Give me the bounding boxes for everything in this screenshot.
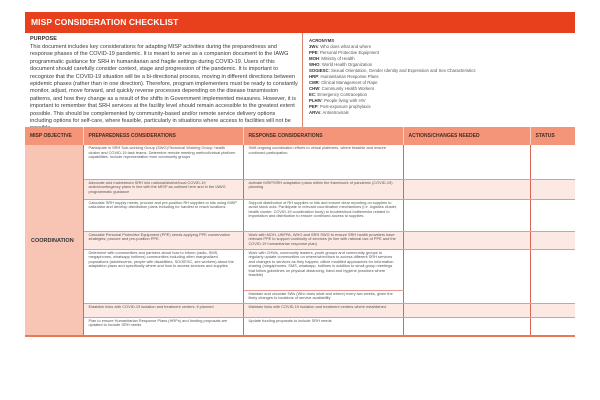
table-row xyxy=(25,231,575,249)
status-cell[interactable] xyxy=(530,199,575,231)
acronym-item: ARVs: Antiretrovirals xyxy=(309,110,349,115)
response-cell: Work with CHWs, community leaders, youth groups and community groups to regularly update communities on where/when/how to access different SRH services and changes to services as they happen; utilize modified approaches for information sharing (megaphones, SMS, whatsapp, hotlines in addition to small group meetings that follow guidelines on physical distancing, hand and hygiene practices where feasible) xyxy=(243,249,403,290)
preparedness-cell: Advocate and mainstream SRH into national/district/local COVID-19 action/contingency plans in line with the MISP as outlined here and in the IAWG programmatic guidance xyxy=(83,179,243,199)
acronym-item: CHW: Community Health Workers xyxy=(309,86,375,91)
header-response: RESPONSE CONSIDERATIONS xyxy=(243,127,403,145)
acronym-item: PEP: Post-exposure prophylaxis xyxy=(309,104,371,109)
preparedness-cell: Establish links with COVID-19 isolation and treatment centers, if planned xyxy=(83,303,243,317)
table-row xyxy=(25,179,575,199)
acronym-item: WHO: World Health Organization xyxy=(309,62,373,67)
response-cell: Support distribution of RH supplies or kits and ensure clear reporting on supplies to avoid stock outs. Participate in relevant coordination mechanisms (i.e. logistics cluster, health cluster, COVID-19 coordination body) to troubleshoot bottlenecks related to importation and distribution to ensure continued access to supplies. xyxy=(243,199,403,231)
preparedness-cell: Calculate SRH supply needs, procure and pre-position RH supplies or kits using MISP calculator and develop distribution plans including for hardest to reach locations xyxy=(83,199,243,231)
status-cell[interactable] xyxy=(530,231,575,249)
actions-cell[interactable] xyxy=(403,145,530,179)
status-cell[interactable] xyxy=(530,317,575,336)
actions-cell[interactable] xyxy=(403,179,530,199)
preparedness-cell: Calculate Personal Protective Equipment (PPE) needs applying PPE conservation strategies; procure and pre-position PPE. xyxy=(83,231,243,249)
page-title: MISP CONSIDERATION CHECKLIST xyxy=(31,17,179,27)
acronyms-heading: ACRONYMS xyxy=(309,38,335,43)
acronym-item: SOGIESC: Sexual Orientation, Gender Identity and Expression and Sex Characteristics xyxy=(309,68,476,73)
acronym-item: MOH: Ministry of Health xyxy=(309,56,355,61)
preparedness-cell: Participate in SRH Sub-working Group (SWG)/Technical Working Group; health cluster and COVID-19 task teams. Determine remote meeting method/virtual platform capabilities. Include representation from community groups xyxy=(83,145,243,179)
status-cell[interactable] xyxy=(530,249,575,303)
table-row xyxy=(25,145,575,179)
header-misp-objective: MISP OBJECTIVE xyxy=(25,127,83,145)
response-cell: Maintain and circulate 3Ws (Who does what and where) every two weeks, given the likely changes to locations of service availability xyxy=(243,290,403,303)
table-header-row xyxy=(25,127,575,145)
acronyms-section xyxy=(309,38,571,126)
header-preparedness: PREPAREDNESS CONSIDERATIONS xyxy=(83,127,243,145)
status-cell[interactable] xyxy=(530,179,575,199)
actions-cell[interactable] xyxy=(403,249,530,303)
purpose-section xyxy=(30,36,298,126)
response-cell: Shift ongoing coordination efforts to virtual platforms, where feasible and ensure continued participation. xyxy=(243,145,403,179)
objective-cell: COORDINATION xyxy=(25,145,83,336)
response-cell: Activate MISP/SRH adaptation plans within the framework of pandemic (COVID-19) planning xyxy=(243,179,403,199)
acronym-item: HRP: Humanitarian Response Plans xyxy=(309,74,379,79)
table-row xyxy=(25,249,575,290)
title-bar xyxy=(25,12,575,33)
actions-cell[interactable] xyxy=(403,317,530,336)
table-row xyxy=(25,303,575,317)
checklist-table xyxy=(25,127,575,337)
response-cell: Update funding proposals to include SRH needs xyxy=(243,317,403,336)
table-bottom-border xyxy=(25,335,575,337)
acronym-item: PLHIV: People living with HIV xyxy=(309,98,366,103)
header-status: STATUS xyxy=(530,127,575,145)
preparedness-cell: Determine with communities and partners about how to inform (radio, SMS, megaphones, whatsapp hotlines) communities including often marginalized populations (adolescents, people with disabilities, SOGIESC, sex workers) about the adaptation plans and specifically where and how to access services and supplies xyxy=(83,249,243,303)
status-cell[interactable] xyxy=(530,145,575,179)
actions-cell[interactable] xyxy=(403,199,530,231)
table-row xyxy=(25,317,575,336)
acronym-item: 3Ws: Who does what and where xyxy=(309,44,372,49)
purpose-text: This document includes key considerations for adapting MISP activities during the preparedness and response phases of the COVID-19 pandemic. It is meant to serve as a companion document to the IAWG programmatic guidance for SRH in humanitarian and fragile settings during COVID-19. Users of this document should carefully consider context, stage and progression of the pandemic. It is important to recognize that the COVID-19 situation will be a bi-directional process, moving in different directions between epidemic phases (rather than in one direction). Therefore, program implementers must be ready to constantly monitor, adjust, move forward, and quickly reverse processes depending on the disease transmission patterns, and how they change as a result of the shifts in Government implemented measures. However, it is important to remember that SRH services at the facility level should remain accessible to the greatest extent possible. This should be complemented by community-based and/or remote service delivery options including options for self-care, where feasible, particularly in situations where access to facilities will not be xyxy=(30,44,298,125)
preparedness-cell: Plan to ensure Humanitarian Response Plans (HRPs) and funding proposals are updated to include SRH needs xyxy=(83,317,243,336)
response-cell: Maintain links with COVID-19 isolation and treatment centers where established. xyxy=(243,303,403,317)
acronym-item: CMR: Clinical Management of Rape xyxy=(309,80,378,85)
status-cell[interactable] xyxy=(530,303,575,317)
actions-cell[interactable] xyxy=(403,303,530,317)
response-cell: Work with MOH, UNFPA, WHO and SRH SWG to ensure SRH health providers have relevant PPE to support continuity of services (in line with rational use of PPE and the COVID-19 humanitarian response plan) xyxy=(243,231,403,249)
header-actions: ACTIONS/CHANGES NEEDED xyxy=(403,127,530,145)
acronym-item: PPE: Personal Protective Equipment xyxy=(309,50,379,55)
actions-cell[interactable] xyxy=(403,231,530,249)
table-row xyxy=(25,199,575,231)
purpose-heading: PURPOSE xyxy=(30,36,57,42)
acronym-item: EC: Emergency Contraception xyxy=(309,92,368,97)
section-divider xyxy=(302,33,303,127)
